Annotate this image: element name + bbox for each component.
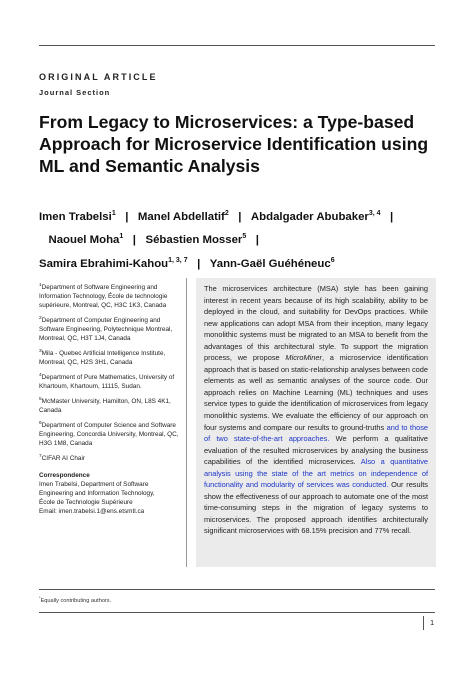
affiliation-mark: 6 — [39, 420, 42, 426]
affiliation — [39, 371, 179, 391]
footnote-rule — [39, 589, 435, 590]
affiliation-mark: 5 — [39, 396, 42, 402]
abstract-text: Our results show the effectiveness of our approach to automate one of the most time-consuming steps in the migration of legacy systems to microservices. The proposed approach identifies architecturally significant microservices with 68.15% precision and 77% recall. — [204, 480, 428, 536]
affiliation-text: Department of Pure Mathematics, University of Khartoum, Khartoum, 11115, Sudan. — [39, 373, 175, 390]
author-list: Imen Trabelsi$^1$ | Manel Abdellatif$^2$ | Abdalgader Abubaker$^{3, 4}$ | Naouel Moha$^1$ | Sébastien Mosser$^5$ | Samira Ebrahimi-Kahou$^{1, 3, 7}$ | Yann-Gaël Guéhéneuc$^6$ — [39, 210, 394, 270]
abstract-text: We perform a qualitative evaluation of the resulted microservices by analysing the business capabilities of the identified microservices. — [204, 434, 428, 467]
affiliation — [39, 395, 179, 415]
affiliation — [39, 419, 179, 448]
abstract-highlight-link[interactable]: and to those of two state-of-the-art approaches. — [204, 422, 428, 444]
footnote-text: Equally contributing authors. — [40, 597, 112, 604]
author-name: Naouel Moha — [48, 234, 120, 247]
bottom-rule — [39, 612, 435, 613]
affiliation-text: Department of Computer Science and Software Engineering, Concordia University, Montreal, QC, H3G 1M8, Canada — [39, 421, 179, 447]
journal-section: Journal Section — [39, 88, 111, 97]
author-affiliation-mark: 3, 4 — [368, 210, 381, 217]
affiliation-text: McMaster University, Hamilton, ON, L8S 4K1, Canada — [39, 397, 171, 414]
affiliation-mark: 2 — [39, 315, 42, 321]
affiliation — [39, 452, 179, 463]
correspondence-block — [39, 480, 179, 516]
abstract-emphasis: MicroMiner — [285, 353, 322, 363]
footnote — [39, 595, 111, 604]
affiliation-mark: 4 — [39, 372, 42, 378]
correspondence-line: Imen Trabelsi, Department of Software Engineering and Information Technology, — [39, 480, 155, 497]
affiliation — [39, 347, 179, 367]
author-affiliation-mark: 1, 3, 7 — [168, 256, 188, 264]
author-affiliation-mark: 1 — [111, 210, 116, 217]
correspondence-email: Email: imen.trabelsi.1@ens.etsmtl.ca — [39, 507, 145, 515]
page-number-divider — [423, 616, 424, 630]
author-name: Samira Ebrahimi-Kahou — [39, 257, 169, 270]
author-name: Manel Abdellatif — [137, 210, 225, 223]
top-rule — [39, 45, 435, 46]
abstract-box — [196, 278, 436, 567]
author-affiliation-mark: 6 — [330, 256, 335, 264]
correspondence-heading: Correspondence — [39, 471, 90, 479]
author-name: Sébastien Mosser — [145, 234, 243, 247]
affiliation — [39, 281, 179, 310]
affiliation — [39, 314, 179, 343]
affiliation-text: CIFAR AI Chair — [41, 454, 85, 462]
page-number: 1 — [430, 618, 435, 627]
correspondence-line: École de Technologie Supérieure — [39, 498, 133, 506]
footnote-mark: * — [39, 595, 41, 600]
affiliation-mark: 1 — [39, 283, 42, 288]
affiliation-text: Department of Computer Engineering and Software Engineering, Polytechnique Montreal, Montreal, QC, H3T 1J4, Canada — [39, 317, 173, 343]
affiliations-column — [39, 281, 179, 516]
abstract-text: The microservices architecture (MSA) style has been gaining interest in recent years because of its high scalability, ability to be deployed in the cloud, and suitability for DevOps practices. While new applications can adopt MSA from their inception, many legacy monolithic systems must be migrated to an MSA to benefit from the advantages of this architectural style. To support the migration process, we propose — [204, 284, 428, 363]
author-name: Yann-Gaël Guéhéneuc — [209, 257, 331, 270]
paper-title: From Legacy to Microservices: a Type-based Approach for Microservice Identification using ML and Semantic Analysis — [39, 112, 429, 176]
author-affiliation-mark: 1 — [119, 233, 124, 241]
author-name: Imen Trabelsi — [39, 210, 112, 223]
column-divider — [186, 278, 187, 567]
author-affiliation-mark: 2 — [224, 210, 229, 217]
author-affiliation-mark: 5 — [242, 233, 247, 241]
author-name: Abdalgader Abubaker — [250, 210, 369, 223]
abstract-highlight-link[interactable]: Also a quantitative analysis using the state of the art metrics on independence of functionality and modularity of services was conducted. — [204, 457, 428, 490]
affiliation-mark: 7 — [39, 453, 42, 459]
abstract-text: , a microservice identification approach that is based on static-relationship analyses between code elements as well as semantic analyses of the source code. Our approach relies on Machine Learning (ML) techniques and uses service types to guide the identification of microservices from legacy monolithic systems. We evaluate the efficiency of our approach on four systems and compare our results to ground-truths — [204, 353, 428, 432]
affiliation-mark: 3 — [39, 348, 42, 354]
affiliation-text: Mila - Quebec Artificial Intelligence Institute, Montreal, QC, H2S 3H1, Canada — [39, 349, 166, 366]
article-category: ORIGINAL ARTICLE — [39, 72, 158, 82]
affiliation-text: Department of Software Engineering and Information Technology, École de technologie supérieure, Montreal, QC, H3C 1K3, Canada — [39, 284, 168, 310]
